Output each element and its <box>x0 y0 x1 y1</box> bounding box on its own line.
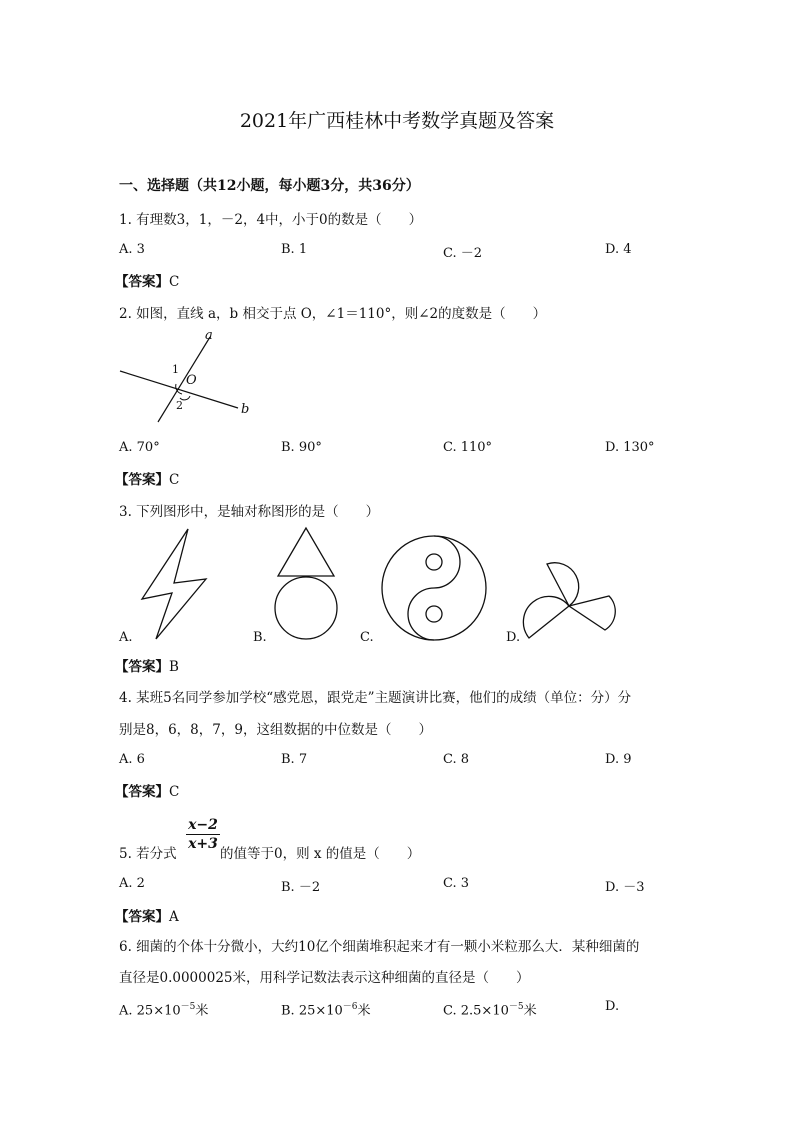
q4-option-b: B. 7 <box>281 752 308 767</box>
question-4-stem-line2: 别是8，6，8，7，9，这组数据的中位数是（ ） <box>119 722 432 738</box>
q6-option-c: C. $2.5\times 10^{-5}$米 <box>443 1002 537 1019</box>
answer-label: 【答案】 <box>115 909 169 925</box>
label-2: 2 <box>176 399 183 412</box>
section-heading: 一、选择题（共12小题，每小题3分，共36分） <box>119 178 420 194</box>
q1-answer <box>115 270 179 290</box>
yin-yang-figure <box>380 534 490 644</box>
q1-option-a: A. 3 <box>119 242 145 257</box>
q2-option-d: D. 130° <box>605 440 655 455</box>
q6-option-d: D. <box>605 999 620 1014</box>
answer-value: C <box>169 784 180 800</box>
label-o: O <box>186 373 197 388</box>
intersecting-lines-figure <box>110 322 260 422</box>
q4-option-d: D. 9 <box>605 752 632 767</box>
q2-answer <box>115 468 179 488</box>
answer-value: C <box>169 472 180 488</box>
q5-option-c: C. 3 <box>443 876 470 891</box>
question-6-stem-line2: 直径是0.0000025米，用科学记数法表示这种细菌的直径是（ ） <box>119 970 530 986</box>
q5-option-d: D. －3 <box>605 880 645 895</box>
q3-option-d: D. <box>506 630 521 645</box>
answer-label: 【答案】 <box>115 274 169 290</box>
q1-option-b: B. 1 <box>281 242 308 257</box>
q3-option-c: C. <box>360 630 374 645</box>
question-5-stem-post: 的值等于0，则 x 的值是（ ） <box>220 846 421 862</box>
fraction <box>186 816 220 853</box>
answer-value: B <box>169 659 179 675</box>
question-1-stem: 1. 有理数3，1，－2，4中，小于0的数是（ ） <box>119 212 423 228</box>
page-title: 2021年广西桂林中考数学真题及答案 <box>239 110 555 132</box>
question-4-stem-line1: 4. 某班5名同学参加学校“感党恩，跟党走”主题演讲比赛，他们的成绩（单位：分）分 <box>119 690 632 706</box>
answer-value: C <box>169 274 180 290</box>
question-5-stem-pre: 5. 若分式 <box>119 846 177 862</box>
three-semicircle-figure <box>525 558 615 643</box>
q6-option-b: B. $25\times 10^{-6}$米 <box>281 1002 371 1019</box>
lightning-figure <box>140 527 210 642</box>
question-6-stem-line1: 6. 细菌的个体十分微小，大约10亿个细菌堆积起来才有一颗小米粒那么大．某种细菌的 <box>119 939 640 955</box>
q6-option-a: A. $25\times 10^{-5}$米 <box>119 1002 209 1019</box>
q4-answer <box>115 780 179 800</box>
triangle-circle-figure <box>272 524 344 644</box>
q5-option-b: B. －2 <box>281 880 321 895</box>
label-1: 1 <box>172 363 179 376</box>
line-a <box>158 337 210 422</box>
q2-option-a: A. 70° <box>119 440 160 455</box>
q5-option-a: A. 2 <box>119 876 145 891</box>
answer-label: 【答案】 <box>115 659 169 675</box>
q1-option-d: D. 4 <box>605 242 632 257</box>
q3-option-a: A. <box>119 630 133 645</box>
label-b: b <box>241 402 250 417</box>
fraction-numerator: x−2 <box>186 816 220 835</box>
q2-option-c: C. 110° <box>443 440 493 455</box>
answer-label: 【答案】 <box>115 472 169 488</box>
q3-answer <box>115 655 179 675</box>
q5-answer <box>115 905 179 925</box>
question-2-stem: 2. 如图，直线 a，b 相交于点 O，∠1＝110°，则∠2的度数是（ ） <box>119 306 547 322</box>
q4-option-c: C. 8 <box>443 752 470 767</box>
q3-option-b: B. <box>253 630 267 645</box>
label-a: a <box>205 328 213 343</box>
q2-option-b: B. 90° <box>281 440 322 455</box>
question-3-stem: 3. 下列图形中，是轴对称图形的是（ ） <box>119 504 380 520</box>
answer-value: A <box>169 909 179 925</box>
q4-option-a: A. 6 <box>119 752 145 767</box>
q1-option-c: C. －2 <box>443 246 483 261</box>
fraction-denominator: x+3 <box>188 836 218 852</box>
answer-label: 【答案】 <box>115 784 169 800</box>
